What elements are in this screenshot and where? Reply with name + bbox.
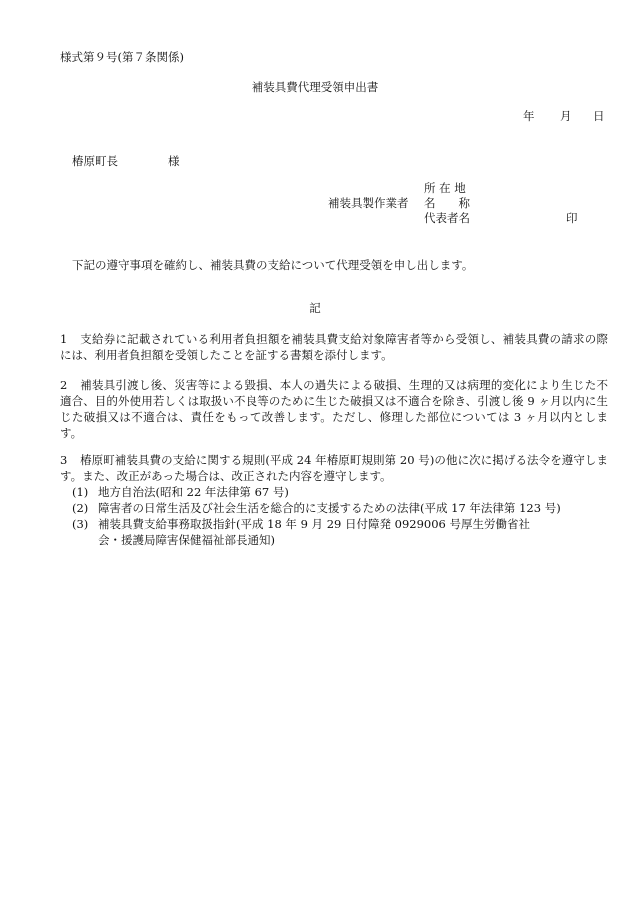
date-day-label: 日 [593, 109, 605, 123]
company-name-label: 名 称 [424, 196, 470, 210]
item-1-number: 1 [60, 332, 68, 346]
seal-label: 印 [566, 211, 578, 225]
list-item-2 [60, 377, 608, 441]
manufacturer-label: 補装具製作業者 [328, 196, 409, 210]
law-1-number: (1) [72, 485, 89, 499]
law-2-number: (2) [72, 501, 89, 515]
date-year-label: 年 [523, 109, 535, 123]
list-item-1 [60, 331, 608, 363]
law-item-2 [72, 500, 612, 516]
law-item-3 [72, 516, 553, 548]
addressee-name: 椿原町長 [72, 154, 118, 168]
date-month-label: 月 [560, 109, 572, 123]
law-1-text: 地方自治法(昭和 22 年法律第 67 号) [98, 485, 289, 499]
addressee-honorific: 様 [168, 154, 180, 168]
item-3-number: 3 [60, 453, 68, 467]
item-2-text: 補装具引渡し後、災害等による毀損、本人の過失による破損、生理的又は病理的変化により生じた不適合、目的外使用若しくは取扱い不良等のために生じた破損又は不適合を除き、引渡し後 9 ヶ月以内に生じた破損又は不適合は、責任をもって改善します。ただし、修理した部位については 3 ヶ月以内とします。 [60, 378, 608, 440]
intro-text: 下記の遵守事項を確約し、補装具費の支給について代理受領を申し出します。 [72, 258, 474, 272]
law-2-text: 障害者の日常生活及び社会生活を総合的に支援するための法律(平成 17 年法律第 123 号) [98, 501, 561, 515]
law-3-text: 補装具費支給事務取扱指針(平成 18 年 9 月 29 日付障発 0929006 号厚生労働省社会・援護局障害保健福祉部長通知) [98, 517, 531, 547]
list-item-3 [60, 452, 608, 484]
ki-heading: 記 [309, 301, 321, 315]
representative-label: 代表者名 [424, 211, 470, 225]
law-3-number: (3) [72, 517, 89, 531]
form-number: 様式第９号(第７条関係) [60, 50, 184, 64]
law-item-1 [72, 484, 612, 500]
address-label: 所 在 地 [424, 181, 466, 195]
item-2-number: 2 [60, 378, 68, 392]
item-1-text: 支給券に記載されている利用者負担額を補装具費支給対象障害者等から受領し、補装具費の請求の際には、利用者負担額を受領したことを証する書類を添付します。 [60, 332, 608, 362]
item-3-text: 椿原町補装具費の支給に関する規則(平成 24 年椿原町規則第 20 号)の他に次に掲げる法令を遵守します。また、改正があった場合は、改正された内容を遵守します。 [60, 453, 608, 483]
document-title: 補装具費代理受領申出書 [251, 80, 379, 94]
